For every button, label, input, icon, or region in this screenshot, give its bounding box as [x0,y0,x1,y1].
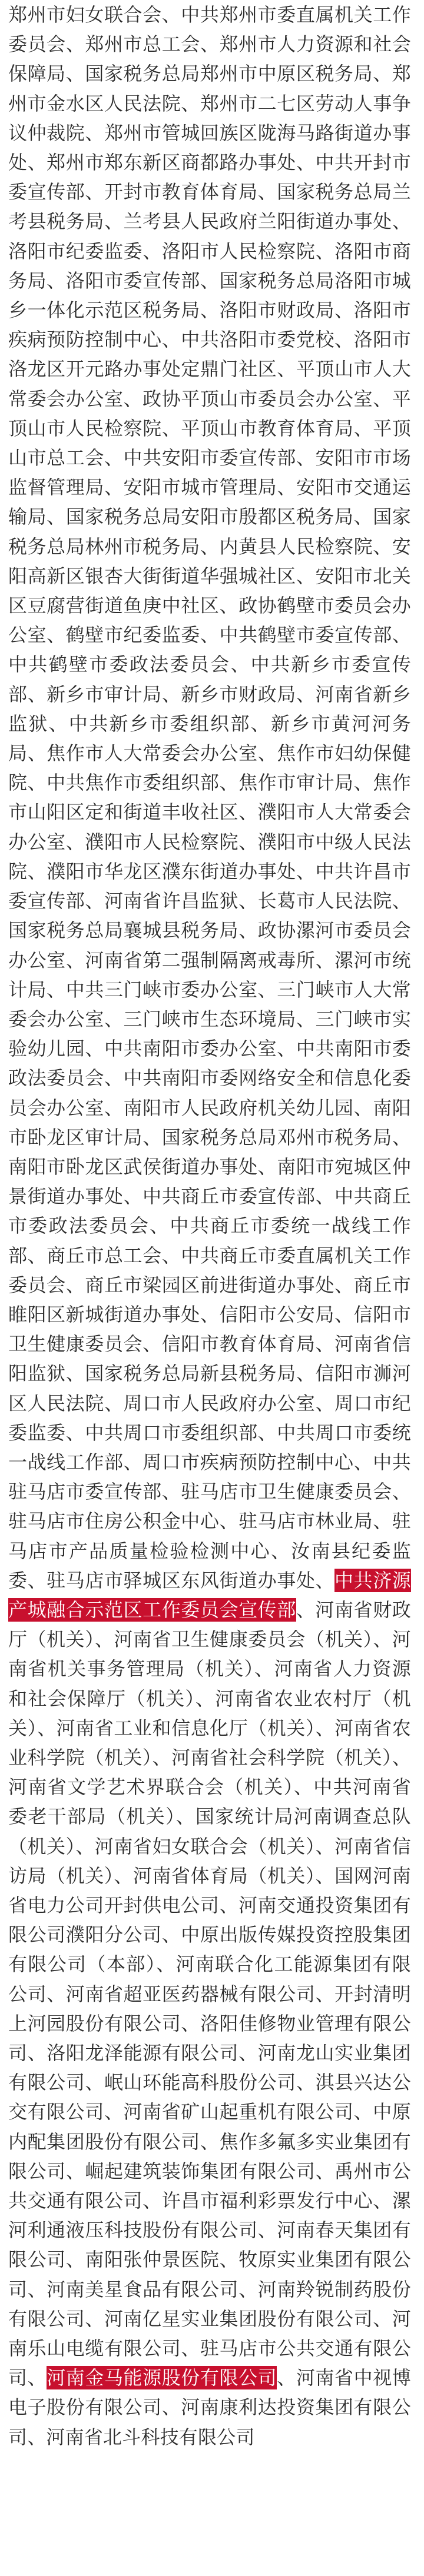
highlighted-organization-2: 河南金马能源股份有限公司 [47,2367,277,2389]
highlighted-organization-1: 中共济源产城融合示范区工作委员会宣传部 [8,1569,411,1621]
article-text-segment-1: 郑州市妇女联合会、中共郑州市委直属机关工作委员会、郑州市总工会、郑州市人力资源和社会保障局、国家税务总局郑州市中原区税务局、郑州市金水区人民法院、郑州市二七区劳动人事争议仲裁院、郑州市管城回族区陇海马路街道办事处、郑州市郑东新区商都路办事处、中共开封市委宣传部、开封市教育体育局、国家税务总局兰考县税务局、兰考县人民政府兰阳街道办事处、洛阳市纪委监委、洛阳市人民检察院、洛阳市商务局、洛阳市委宣传部、国家税务总局洛阳市城乡一体化示范区税务局、洛阳市财政局、洛阳市疾病预防控制中心、中共洛阳市委党校、洛阳市洛龙区开元路办事处定鼎门社区、平顶山市人大常委会办公室、政协平顶山市委员会办公室、平顶山市人民检察院、平顶山市教育体育局、平顶山市总工会、中共安阳市委宣传部、安阳市市场监督管理局、安阳市城市管理局、安阳市交通运输局、国家税务总局安阳市殷都区税务局、国家税务总局林州市税务局、内黄县人民检察院、安阳高新区银杏大街街道华强城社区、安阳市北关区豆腐营街道鱼庚中社区、政协鹤壁市委员会办公室、鹤壁市纪委监委、中共鹤壁市委宣传部、中共鹤壁市委政法委员会、中共新乡市委宣传部、新乡市审计局、新乡市财政局、河南省新乡监狱、中共新乡市委组织部、新乡市黄河河务局、焦作市人大常委会办公室、焦作市妇幼保健院、中共焦作市委组织部、焦作市审计局、焦作市山阳区定和街道丰收社区、濮阳市人大常委会办公室、濮阳市人民检察院、濮阳市中级人民法院、濮阳市华龙区濮东街道办事处、中共许昌市委宣传部、河南省许昌监狱、长葛市人民法院、国家税务总局襄城县税务局、政协漯河市委员会办公室、河南省第二强制隔离戒毒所、漯河市统计局、中共三门峡市委办公室、三门峡市人大常委会办公室、三门峡市生态环境局、三门峡市实验幼儿园、中共南阳市委办公室、中共南阳市委政法委员会、中共南阳市委网络安全和信息化委员会办公室、南阳市人民政府机关幼儿园、南阳市卧龙区审计局、国家税务总局邓州市税务局、南阳市卧龙区武侯街道办事处、南阳市宛城区仲景街道办事处、中共商丘市委宣传部、中共商丘市委政法委员会、中共商丘市委统一战线工作部、商丘市总工会、中共商丘市委直属机关工作委员会、商丘市梁园区前进街道办事处、商丘市睢阳区新城街道办事处、信阳市公安局、信阳市卫生健康委员会、信阳市教育体育局、河南省信阳监狱、国家税务总局新县税务局、信阳市浉河区人民法院、周口市人民政府办公室、周口市纪委监委、中共周口市委组织部、中共周口市委统一战线工作部、周口市疾病预防控制中心、中共驻马店市委宣传部、驻马店市卫生健康委员会、驻马店市住房公积金中心、驻马店市林业局、驻马店市产品质量检验检测中心、汝南县纪委监委、驻马店市驿城区东风街道办事处、 [8,4,411,1592]
article-text-segment-3: 、河南省中视博电子股份有限公司、河南康利达投资集团有限公司、河南省北斗科技有限公司 [8,2367,412,2448]
article-text-segment-2: 、河南省财政厅（机关）、河南省卫生健康委员会（机关）、河南省机关事务管理局（机关）、河南省人力资源和社会保障厅（机关）、河南省农业农村厅（机关）、河南省工业和信息化厅（机关）、河南省农业科学院（机关）、河南省社会科学院（机关）、河南省文学艺术界联合会（机关）、中共河南省委老干部局（机关）、国家统计局河南调查总队（机关）、河南省妇女联合会（机关）、河南省信访局（机关）、河南省体育局（机关）、国网河南省电力公司开封供电公司、河南交通投资集团有限公司濮阳分公司、中原出版传媒投资控股集团有限公司（本部）、河南联合化工能源集团有限公司、河南省超亚医药器械有限公司、开封清明上河园股份有限公司、洛阳佳修物业管理有限公司、洛阳龙泽能源有限公司、河南龙山实业集团有限公司、岷山环能高科股份公司、淇县兴达公交有限公司、河南省矿山起重机有限公司、中原内配集团股份有限公司、焦作多氟多实业集团有限公司、崛起建筑装饰集团有限公司、禹州市公共交通有限公司、许昌市福利彩票发行中心、漯河利通液压科技股份有限公司、河南春天集团有限公司、南阳张仲景医院、牧原实业集团有限公司、河南美星食品有限公司、河南羚锐制药股份有限公司、河南亿星实业集团股份有限公司、河南乐山电缆有限公司、驻马店市公共交通有限公司、 [8,1598,411,2389]
